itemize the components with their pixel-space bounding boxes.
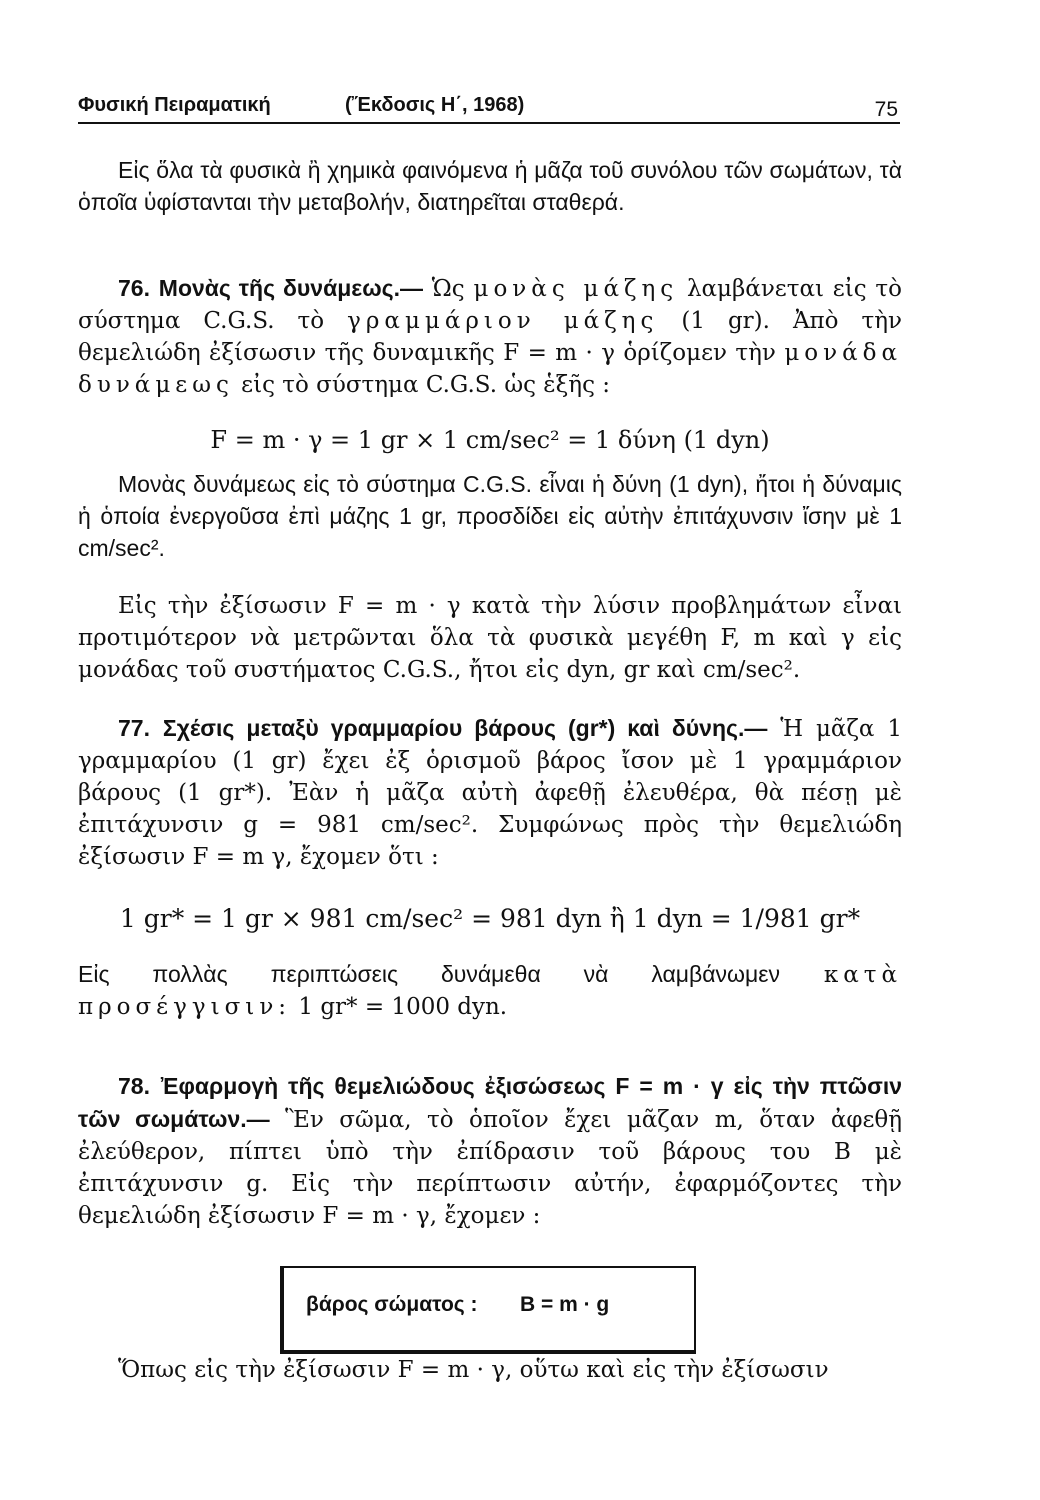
equation-text: F = m · γ = 1 gr × 1 cm/sec² = 1 δύνη (1 dyn)	[210, 426, 770, 454]
spaced-term: γραμμάριον μάζης	[347, 308, 659, 334]
paragraph-text: Μονὰς δυνάμεως εἰς τὸ σύστημα C.G.S. εἶναι ἡ δύνη (1 dyn), ἤτοι ἡ δύναμις ἡ ὁποία ἐνεργοῦσα ἐπὶ μάζης 1 gr, προσδίδει εἰς αὐτὴν ἐπιτάχυνσιν ἴσην μὲ 1 cm/sec².	[78, 471, 902, 561]
page-number: 75	[874, 98, 898, 121]
book-title: Φυσική Πειραματική	[78, 94, 271, 116]
text-run: 1 gr* = 1000 dyn.	[298, 994, 508, 1020]
section-78-body	[78, 1070, 902, 1232]
text-run: Εἰς πολλὰς περιπτώσεις δυνάμεθα νὰ λαμβάνωμεν	[78, 961, 781, 987]
box-formula: B = m · g	[520, 1293, 610, 1316]
equation-text: 1 gr* = 1 gr × 981 cm/sec² = 981 dyn ἢ 1 dyn = 1/981 gr*	[119, 904, 861, 933]
section-76-definition	[78, 272, 902, 401]
weight-formula-box	[280, 1266, 696, 1354]
text-run: Ἡ μᾶζα 1 γραμμαρίου (1 gr) ἔχει ἐξ ὁρισμοῦ βάρος ἴσον μὲ 1 γραμμάριον βάρους (1 gr*). Ἐὰν ἡ μᾶζα αὐτὴ ἀφεθῇ ἐλευθέρα, θὰ πέσῃ μὲ ἐπιτάχυνσιν g = 981 cm/sec². Συμφώνως πρὸς τὴν θεμελιώδη ἐξίσωσιν F = m γ, ἔχομεν ὅτι :	[78, 716, 902, 870]
spaced-term: μονάδα δυνάμεως	[78, 340, 903, 398]
section-77-body	[78, 712, 902, 873]
paragraph-text: Ὅπως εἰς τὴν ἐξίσωσιν F = m · γ, οὕτω καὶ εἰς τὴν ἐξίσωσιν	[118, 1357, 829, 1383]
dyne-equation	[78, 424, 902, 456]
section-heading: Ἐφαρμογὴ τῆς θεμελιώδους ἐξισώσεως F = m · γ εἰς τὴν πτῶσιν τῶν σωμάτων.—	[78, 1073, 902, 1132]
approximation-note	[78, 958, 902, 1023]
text-run: Ἓν σῶμα, τὸ ὁποῖον ἔχει μᾶζαν m, ὅταν ἀφεθῇ ἐλεύθερον, πίπτει ὑπὸ τὴν ἐπίδρασιν τοῦ βάρους του Β μὲ ἐπιτάχυνσιν g. Εἰς τὴν περίπτωσιν αὐτήν, ἐφαρμόζοντες τὴν θεμελιώδη ἐξίσωσιν F = m · γ, ἔχομεν :	[78, 1107, 903, 1229]
edition-info: (Ἔκδοσις Η΄, 1968)	[345, 94, 525, 116]
box-label: βάρος σώματος :	[306, 1293, 478, 1316]
section-76	[78, 272, 902, 401]
section-number: 78.	[118, 1073, 150, 1099]
text-run: λαμβάνεται εἰς τὸ σύστημα C.G.S. τὸ	[78, 276, 902, 334]
running-header	[78, 92, 900, 126]
closing-line	[78, 1354, 902, 1386]
section-76-para3	[78, 590, 902, 686]
note-text	[78, 958, 902, 1023]
text-run: (1 gr). Ἀπὸ τὴν θεμελιώδη ἐξίσωσιν τῆς δυναμικῆς F = m · γ ὁρίζομεν τὴν	[78, 308, 903, 366]
section-heading: Μονὰς τῆς δυνάμεως.—	[158, 275, 423, 301]
section-77	[78, 712, 902, 873]
section-heading: Σχέσις μεταξὺ γραμμαρίου βάρους (gr*) καὶ δύνης.—	[162, 715, 768, 741]
text-run: Ὡς	[431, 276, 465, 302]
section-number: 76.	[118, 275, 150, 301]
section-78	[78, 1070, 902, 1232]
section-76-para2	[78, 468, 902, 564]
intro-paragraph	[78, 154, 902, 218]
header-rule	[78, 122, 900, 124]
gram-force-equation	[78, 902, 902, 936]
paragraph-text: Εἰς ὅλα τὰ φυσικὰ ἢ χημικὰ φαινόμενα ἡ μᾶζα τοῦ συνόλου τῶν σωμάτων, τὰ ὁποῖα ὑφίστανται τὴν μεταβολήν, διατηρεῖται σταθερά.	[78, 157, 902, 215]
paragraph-text: Εἰς τὴν ἐξίσωσιν F = m · γ κατὰ τὴν λύσιν προβλημάτων εἶναι προτιμότερον νὰ μετρῶνται ὅλα τὰ φυσικὰ μεγέθη F, m καὶ γ εἰς μονάδας τοῦ συστήματος C.G.S., ἤτοι εἰς dyn, gr καὶ cm/sec².	[78, 593, 902, 683]
spaced-term: κατὰ προσέγγισιν:	[78, 962, 902, 1020]
spaced-term: μονὰς μάζης	[473, 276, 679, 302]
text-run: εἰς τὸ σύστημα C.G.S. ὡς ἑξῆς :	[241, 372, 611, 398]
section-number: 77.	[118, 715, 150, 741]
